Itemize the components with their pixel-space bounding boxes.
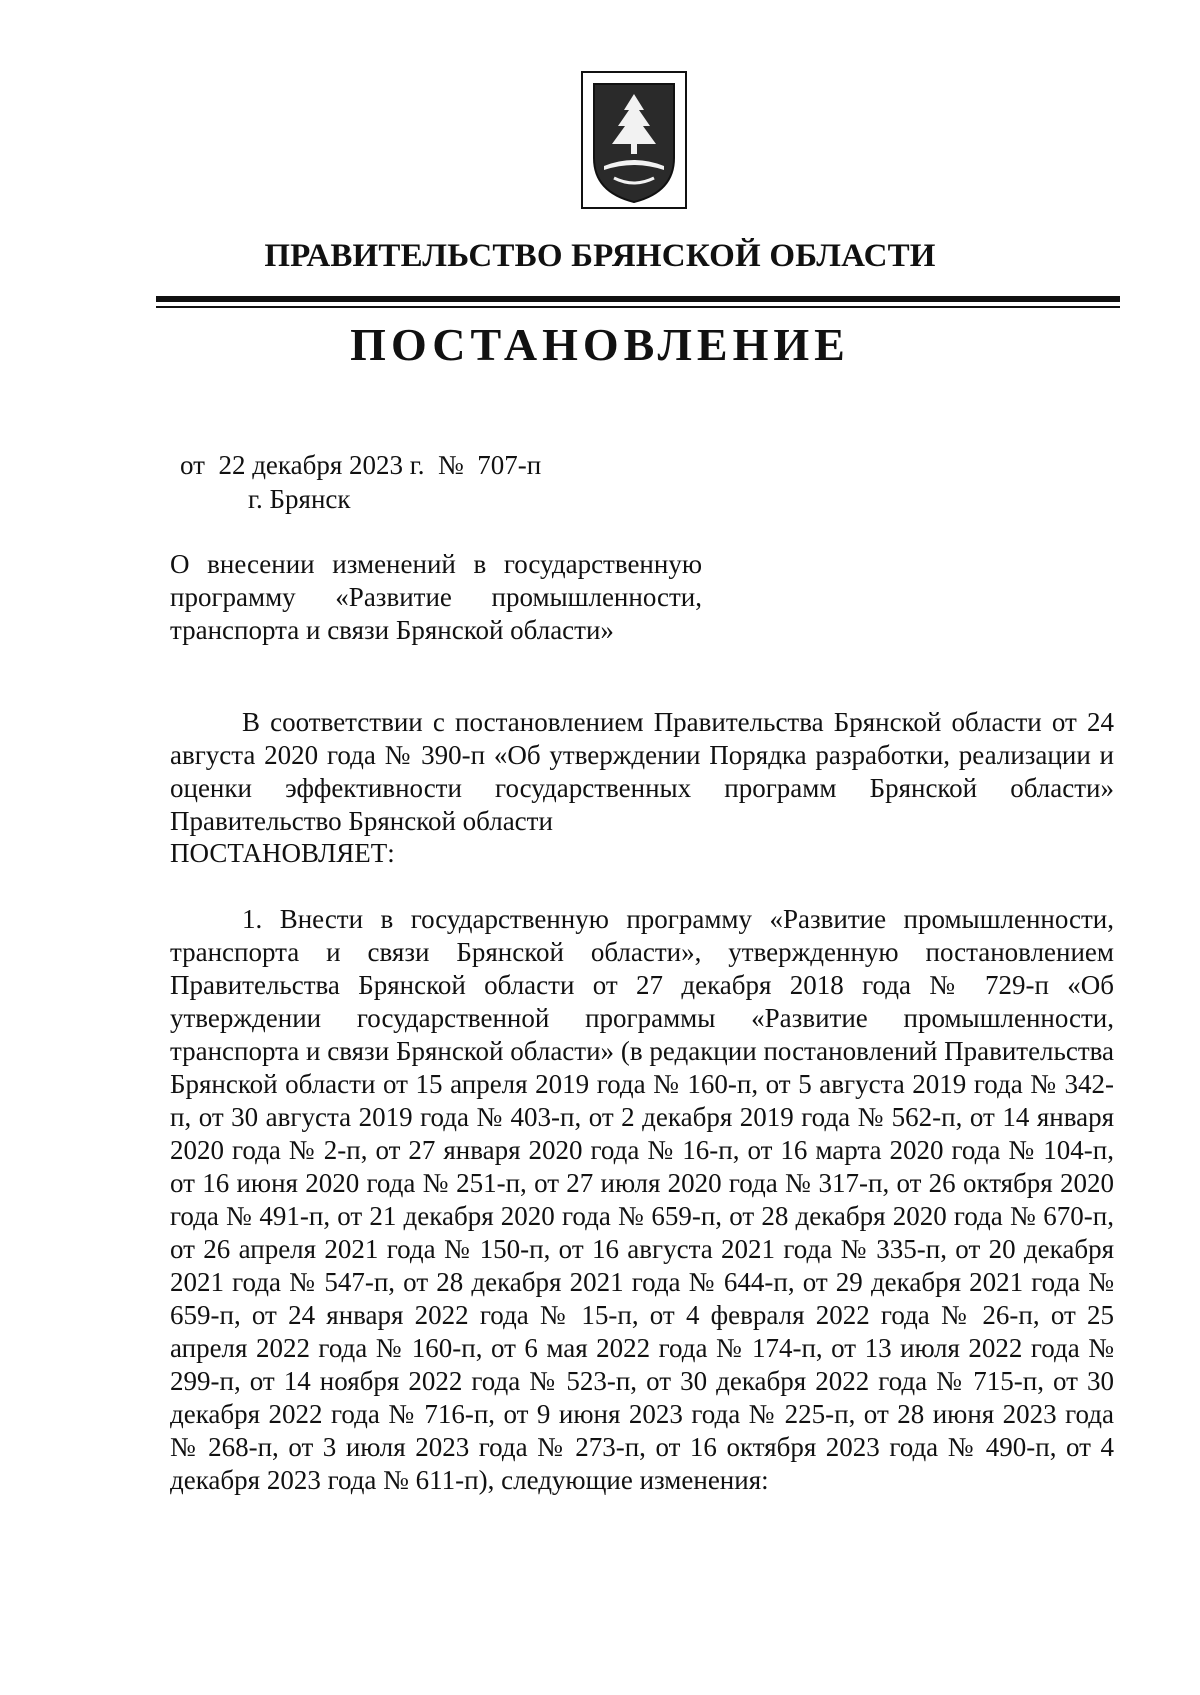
subject-line-1: О внесении изменений в государственную: [170, 549, 702, 579]
subject-line-2: программу «Развитие промышленности,: [170, 582, 702, 612]
city-line: г. Брянск: [248, 484, 351, 514]
date-number-line: от 22 декабря 2023 г. № 707-п: [180, 450, 542, 480]
coat-of-arms-emblem: [580, 70, 688, 210]
item-1-text: 1. Внести в государственную программу «Развитие промышленности, транспорта и связи Брянской области», утвержденную постановлением Правительства Брянской области от 27 декабря 2018 года № 729-п «Об утверждении государственной программы «Развитие промышленности, транспорта и связи Брянской области» (в редакции постановлений Правительства Брянской области от 15 апреля 2019 года № 160-п, от 5 августа 2019 года № 342-п, от 30 августа 2019 года № 403-п, от 2 декабря 2019 года № 562-п, от 14 января 2020 года № 2-п, от 27 января 2020 года № 16-п, от 16 марта 2020 года № 104-п, от 16 июня 2020 года № 251-п, от 27 июля 2020 года № 317-п, от 26 октября 2020 года № 491-п, от 21 декабря 2020 года № 659-п, от 28 декабря 2020 года № 670-п, от 26 апреля 2021 года № 150-п, от 16 августа 2021 года № 335-п, от 20 декабря 2021 года № 547-п, от 28 декабря 2021 года № 644-п, от 29 декабря 2021 года № 659-п, от 24 января 2022 года № 15-п, от 4 февраля 2022 года № 26-п, от 25 апреля 2022 года № 160-п, от 6 мая 2022 года № 174-п, от 13 июля 2022 года № 299-п, от 14 ноября 2022 года № 523-п, от 30 декабря 2022 года № 715-п, от 30 декабря 2022 года № 716-п, от 9 июня 2023 года № 225-п, от 28 июня 2023 года № 268-п, от 3 июля 2023 года № 273-п, от 16 октября 2023 года № 490-п, от 4 декабря 2023 года № 611-п), следующие изменения:: [170, 904, 1114, 1495]
organization-title: ПРАВИТЕЛЬСТВО БРЯНСКОЙ ОБЛАСТИ: [264, 238, 936, 274]
document-subject: [170, 548, 702, 647]
subject-line-3: транспорта и связи Брянской области»: [170, 615, 614, 645]
item-1-paragraph: [170, 903, 1114, 1497]
preamble-text: В соответствии с постановлением Правительства Брянской области от 24 августа 2020 года № 390-п «Об утверждении Порядка разработки, реализации и оценки эффективности государственных программ Брянской области» Правительство Брянской области: [170, 707, 1114, 836]
document-type-title: ПОСТАНОВЛЕНИЕ: [350, 319, 850, 370]
header-rule-thin: [156, 306, 1120, 308]
header-rule-thick: [156, 296, 1120, 302]
decree-word: ПОСТАНОВЛЯЕТ:: [170, 838, 395, 868]
preamble-paragraph: [170, 706, 1114, 838]
